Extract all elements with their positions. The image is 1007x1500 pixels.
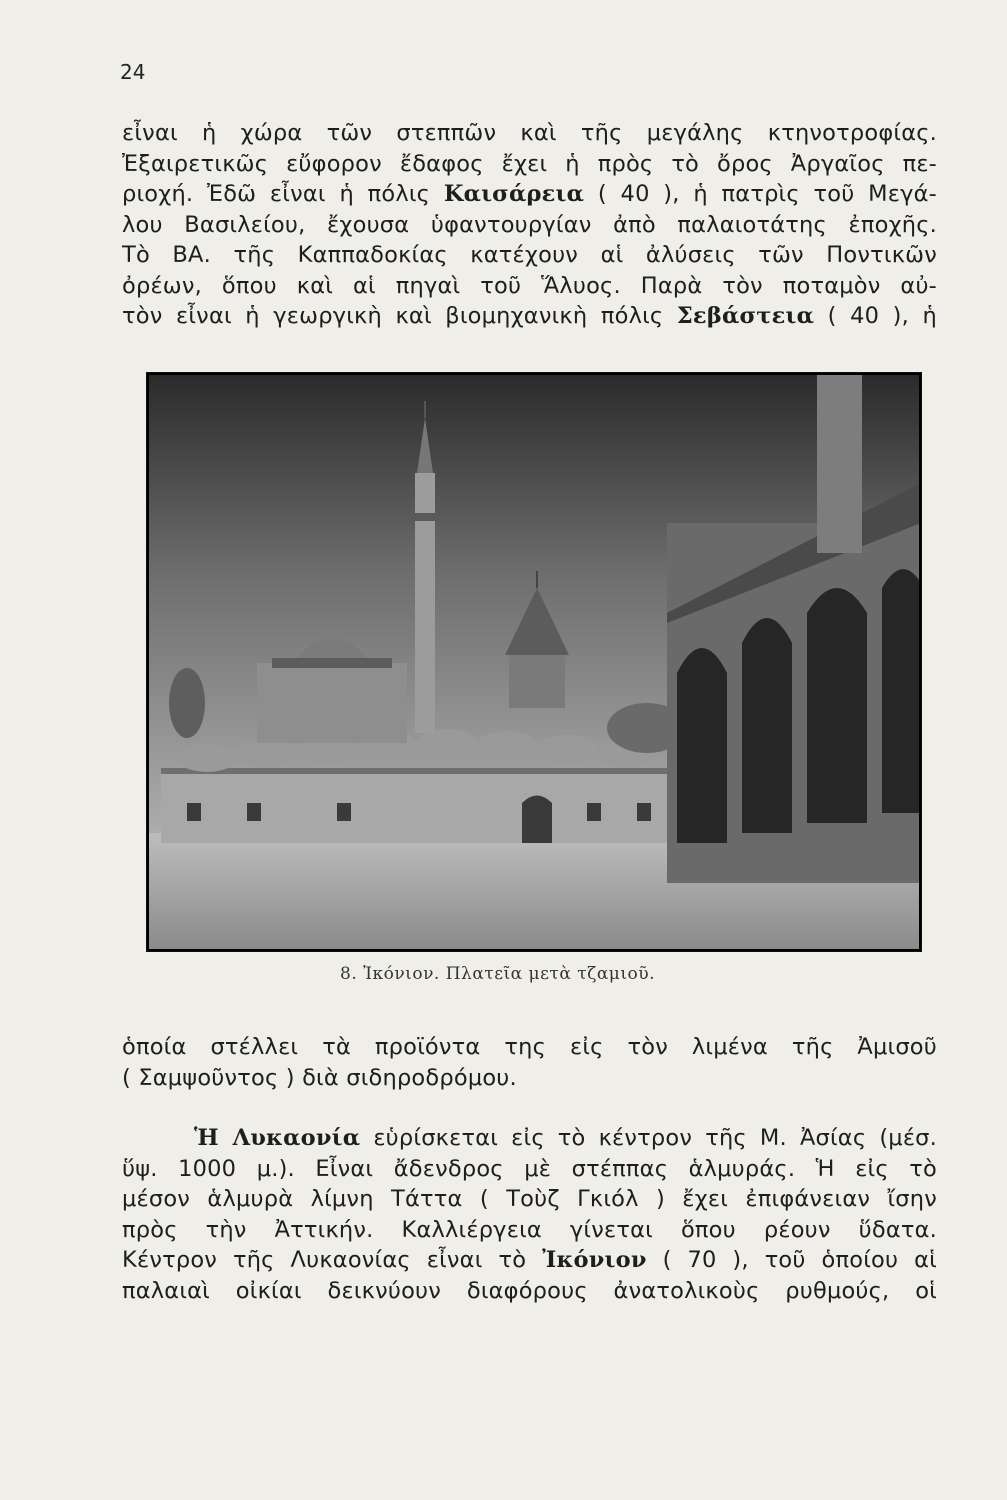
text-line: ὁποία στέλλει τὰ προϊόντα της εἰς τὸν λιμένα τῆς Ἀμισοῦ xyxy=(122,1034,937,1060)
text-run: ( 70 ), τοῦ ὁποίου αἱ xyxy=(646,1247,937,1273)
place-name-ikonion: Ἰκόνιον xyxy=(542,1247,647,1273)
top-paragraph xyxy=(122,118,937,332)
text-run: ριοχή. Ἐδῶ εἶναι ἡ πόλις xyxy=(122,181,444,207)
text-run: ( 40 ), ἡ xyxy=(814,303,937,329)
text-run: ( 40 ), ἡ πατρὶς τοῦ Μεγά- xyxy=(584,181,938,207)
iconium-mosque-photo xyxy=(146,372,922,952)
figure-caption: 8. Ἰκόνιον. Πλατεῖα μετὰ τζαμιοῦ. xyxy=(340,964,655,984)
text-line: Τὸ ΒΑ. τῆς Καππαδοκίας κατέχουν αἱ ἀλύσεις τῶν Ποντικῶν xyxy=(122,242,937,268)
text-line: ὀρέων, ὅπου καὶ αἱ πηγαὶ τοῦ Ἅλυος. Παρὰ τὸν ποταμὸν αὐ- xyxy=(122,272,937,299)
text-line xyxy=(122,301,937,332)
page-number: 24 xyxy=(120,60,146,84)
text-line: μέσον ἁλμυρὰ λίμνη Τάττα ( Τοὺζ Γκιόλ ) ἔχει ἐπιφάνειαν ἴσην xyxy=(122,1186,937,1212)
text-run: εὑρίσκεται εἰς τὸ κέντρον τῆς Μ. Ἀσίας (μέσ. xyxy=(360,1125,937,1151)
text-run: τὸν εἶναι ἡ γεωργικὴ καὶ βιομηχανικὴ πόλις xyxy=(122,303,677,329)
place-name-kaisareia: Καισάρεια xyxy=(443,181,585,207)
text-line: εἶναι ἡ χώρα τῶν στεππῶν καὶ τῆς μεγάλης κτηνοτροφίας. xyxy=(122,120,937,146)
text-line: πρὸς τὴν Ἀττικήν. Καλλιέργεια γίνεται ὅπου ρέουν ὕδατα. xyxy=(122,1216,937,1243)
text-line: λου Βασιλείου, ἔχουσα ὑφαντουργίαν ἀπὸ παλαιοτάτης ἐποχῆς. xyxy=(122,211,937,238)
place-name-sevasteia: Σεβάστεια xyxy=(676,303,815,329)
text-line: παλαιαὶ οἰκίαι δεικνύουν διαφόρους ἀνατολικοὺς ρυθμούς, οἱ xyxy=(122,1277,937,1304)
lycaonia-paragraph xyxy=(122,1123,937,1306)
continuation-paragraph xyxy=(122,1032,937,1093)
text-line xyxy=(122,1123,937,1154)
text-line: ( Σαμψοῦντος ) διὰ σιδηροδρόμου. xyxy=(122,1064,517,1091)
heading-lykaonia: Ἡ Λυκαονία xyxy=(194,1125,361,1151)
text-run: Κέντρον τῆς Λυκαονίας εἶναι τὸ xyxy=(122,1247,543,1273)
text-line xyxy=(122,179,937,210)
text-line: Ἐξαιρετικῶς εὔφορον ἔδαφος ἔχει ἡ πρὸς τὸ ὄρος Ἀργαῖος πε- xyxy=(122,150,937,177)
text-line xyxy=(122,1245,937,1276)
text-line: ὕψ. 1000 μ.). Εἶναι ἄδενδρος μὲ στέππας ἁλμυράς. Ἡ εἰς τὸ xyxy=(122,1155,937,1182)
